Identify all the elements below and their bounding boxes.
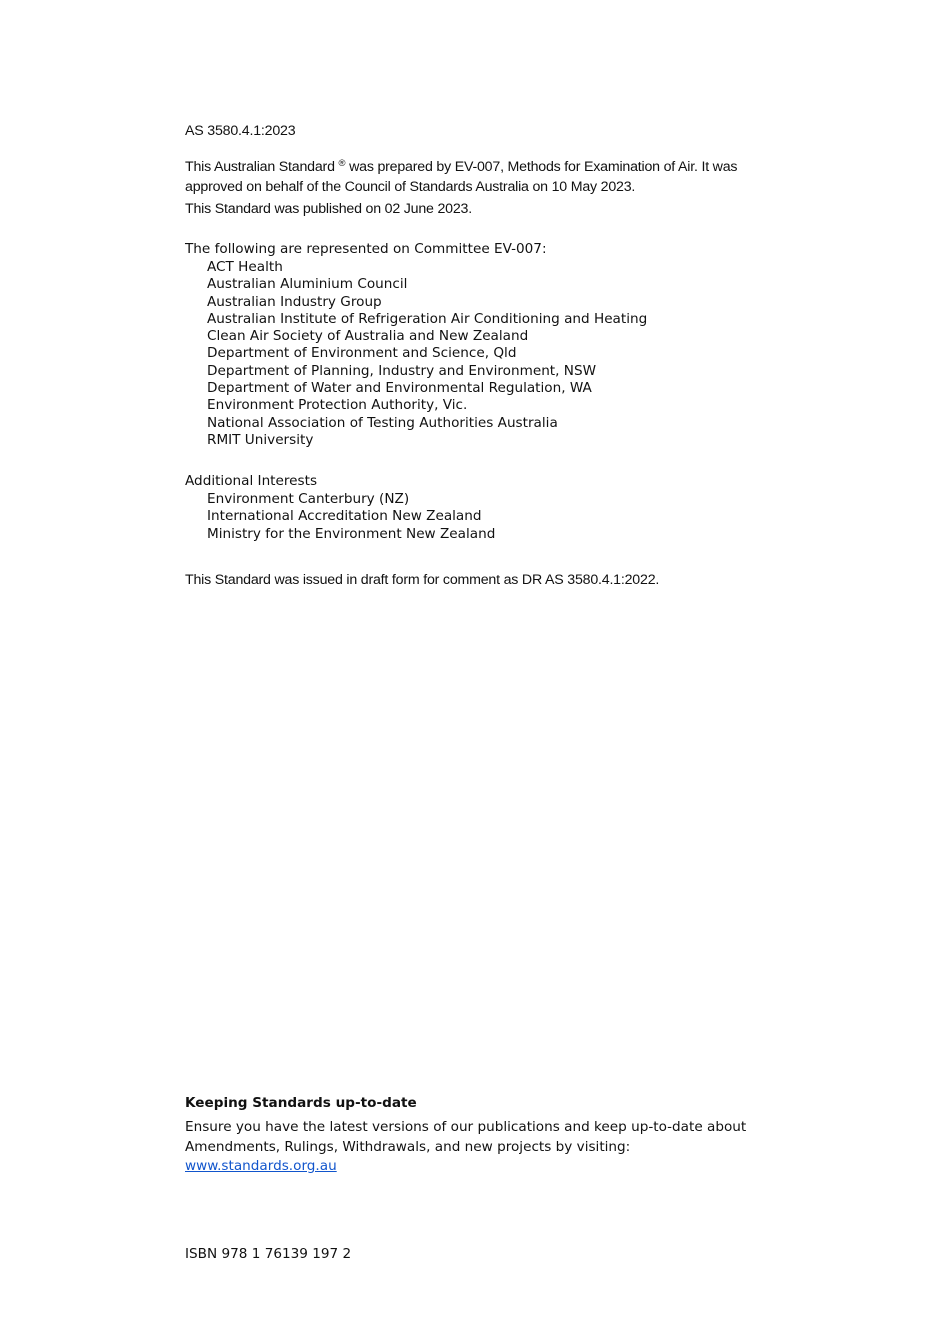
committee-member: Department of Environment and Science, Qld: [207, 345, 517, 362]
additional-interests-heading: Additional Interests: [185, 473, 318, 489]
additional-interests-list: [207, 491, 495, 543]
committee-member: RMIT University: [207, 431, 314, 448]
preparation-part-1: This Australian Standard: [185, 159, 335, 175]
committee-member: Department of Water and Environmental Regulation, WA: [207, 380, 592, 397]
standards-website-link[interactable]: www.standards.org.au: [185, 1158, 337, 1174]
committee-member: ACT Health: [207, 259, 283, 275]
additional-interest-member: Environment Canterbury (NZ): [207, 491, 410, 507]
standard-designation: AS 3580.4.1:2023: [185, 123, 296, 139]
preparation-statement: [185, 154, 737, 197]
committee-member: Environment Protection Authority, Vic.: [207, 397, 468, 414]
isbn: ISBN 978 1 76139 197 2: [185, 1246, 352, 1262]
preparation-part-2: was prepared by EV-007, Methods for Examination of Air. It was: [349, 159, 738, 175]
published-statement: This Standard was published on 02 June 2023.: [185, 201, 472, 217]
committee-member: Australian Aluminium Council: [207, 276, 408, 293]
committee-member: National Association of Testing Authorities Australia: [207, 414, 558, 431]
committee-member: Clean Air Society of Australia and New Zealand: [207, 328, 529, 345]
registered-mark: ®: [338, 158, 346, 169]
preparation-line-2: approved on behalf of the Council of Standards Australia on 10 May 2023.: [185, 178, 636, 195]
keeping-up-to-date-line-1: Ensure you have the latest versions of our publications and keep up-to-date about: [185, 1119, 747, 1135]
additional-interest-member: International Accreditation New Zealand: [207, 508, 482, 525]
keeping-up-to-date-line-2: Amendments, Rulings, Withdrawals, and new projects by visiting:: [185, 1138, 631, 1155]
committee-member-list: [207, 259, 647, 449]
keeping-up-to-date-heading: Keeping Standards up-to-date: [185, 1095, 417, 1111]
committee-member: Australian Industry Group: [207, 293, 382, 310]
committee-member: Australian Institute of Refrigeration Air Conditioning and Heating: [207, 310, 648, 327]
draft-note: This Standard was issued in draft form for comment as DR AS 3580.4.1:2022.: [185, 572, 660, 588]
preparation-line-1: [185, 154, 737, 178]
committee-member: Department of Planning, Industry and Environment, NSW: [207, 362, 597, 379]
committee-heading: The following are represented on Committee EV-007:: [185, 241, 547, 257]
keeping-up-to-date-body: [185, 1118, 746, 1177]
additional-interest-member: Ministry for the Environment New Zealand: [207, 525, 496, 542]
